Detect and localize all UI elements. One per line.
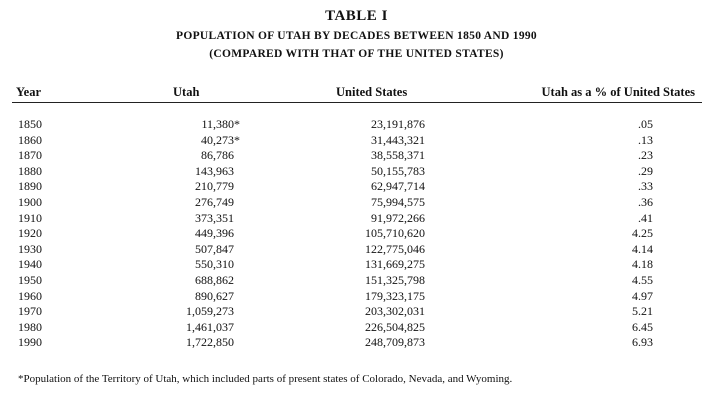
table-row [0,195,713,211]
cell-united-states: 131,669,275 [365,257,425,272]
footnote-marker: * [234,117,240,131]
cell-year: 1890 [18,179,42,194]
cell-year: 1970 [18,304,42,319]
cell-utah-value: 1,722,850 [186,335,234,350]
cell-united-states: 226,504,825 [365,319,425,334]
cell-year: 1910 [18,210,42,225]
cell-united-states: 105,710,620 [365,226,425,241]
cell-year: 1860 [18,132,42,147]
cell-united-states: 75,994,575 [371,194,425,209]
cell-utah [195,211,241,227]
header-utah: Utah [173,85,200,99]
cell-united-states: 62,947,714 [371,179,425,194]
cell-united-states: 179,323,175 [365,288,425,303]
cell-utah-percent: .33 [638,179,653,194]
cell-united-states: 38,558,371 [371,148,425,163]
table-row [0,257,713,273]
cell-utah-value: 1,059,273 [186,304,234,319]
cell-year: 1930 [18,241,42,256]
cell-utah-percent: 4.25 [632,226,653,241]
cell-utah-value: 11,380 [201,117,234,131]
cell-utah-value: 550,310 [195,257,234,272]
table-row [0,226,713,242]
cell-year: 1880 [18,163,42,178]
cell-utah [186,320,241,336]
cell-utah-percent: 4.14 [632,241,653,256]
table-row [0,320,713,336]
cell-utah [201,148,241,164]
footnote: *Population of the Territory of Utah, which included parts of present states of Colorado, Nevada, and Wyoming. [18,373,513,385]
cell-utah-value: 143,963 [195,163,234,178]
cell-utah-value: 890,627 [195,288,234,303]
cell-utah-percent: .41 [638,210,653,225]
table-body [0,117,713,351]
cell-utah-value: 449,396 [195,226,234,241]
cell-year: 1900 [18,194,42,209]
cell-united-states: 91,972,266 [371,210,425,225]
footnote-marker: * [234,132,240,147]
cell-utah-value: 373,351 [195,210,234,225]
cell-utah-value: 507,847 [195,241,234,256]
cell-united-states: 50,155,783 [371,163,425,178]
table-row [0,289,713,305]
cell-year: 1980 [18,319,42,334]
cell-utah [195,257,241,273]
cell-utah [186,335,241,351]
cell-utah-percent: .23 [638,148,653,163]
cell-united-states: 31,443,321 [371,132,425,147]
cell-year: 1850 [18,117,42,131]
cell-utah-percent: 6.45 [632,319,653,334]
cell-utah-value: 1,461,037 [186,319,234,334]
cell-utah [195,289,241,305]
cell-utah [195,242,241,258]
table-subtitle: POPULATION OF UTAH BY DECADES BETWEEN 1850 AND 1990 [176,30,537,42]
header-rule [12,102,702,103]
cell-utah [201,117,241,133]
cell-utah [201,133,241,149]
cell-utah-value: 40,273 [201,132,234,147]
cell-united-states: 151,325,798 [365,272,425,287]
cell-utah-percent: .29 [638,163,653,178]
cell-utah [195,273,241,289]
table-row [0,164,713,180]
cell-utah [195,226,241,242]
table-row [0,117,713,133]
cell-united-states: 122,775,046 [365,241,425,256]
table-row [0,304,713,320]
cell-utah [186,304,241,320]
cell-year: 1990 [18,335,42,350]
cell-utah-value: 210,779 [195,179,234,194]
header-utah-percent: Utah as a % of United States [541,85,695,99]
header-year: Year [16,85,41,99]
table-row [0,211,713,227]
table-row [0,273,713,289]
cell-utah-value: 688,862 [195,272,234,287]
cell-united-states: 23,191,876 [371,117,425,131]
cell-utah [195,179,241,195]
cell-utah-percent: 5.21 [632,304,653,319]
cell-year: 1920 [18,226,42,241]
cell-year: 1960 [18,288,42,303]
cell-united-states: 248,709,873 [365,335,425,350]
cell-utah [195,164,241,180]
table-title: TABLE I [325,8,388,24]
table-header-row [0,85,713,101]
cell-utah-percent: 4.55 [632,272,653,287]
table-row [0,335,713,351]
table-row [0,133,713,149]
cell-utah-value: 86,786 [201,148,234,163]
cell-utah-percent: .36 [638,194,653,209]
cell-year: 1950 [18,272,42,287]
cell-utah-percent: 4.18 [632,257,653,272]
header-united-states: United States [336,85,408,99]
table-row [0,242,713,258]
cell-year: 1870 [18,148,42,163]
table-row [0,148,713,164]
cell-united-states: 203,302,031 [365,304,425,319]
cell-utah-percent: .13 [638,132,653,147]
cell-year: 1940 [18,257,42,272]
table-subtitle-comparison: (COMPARED WITH THAT OF THE UNITED STATES) [209,48,504,60]
cell-utah [195,195,241,211]
cell-utah-value: 276,749 [195,194,234,209]
cell-utah-percent: 6.93 [632,335,653,350]
cell-utah-percent: .05 [638,117,653,131]
table-row [0,179,713,195]
cell-utah-percent: 4.97 [632,288,653,303]
